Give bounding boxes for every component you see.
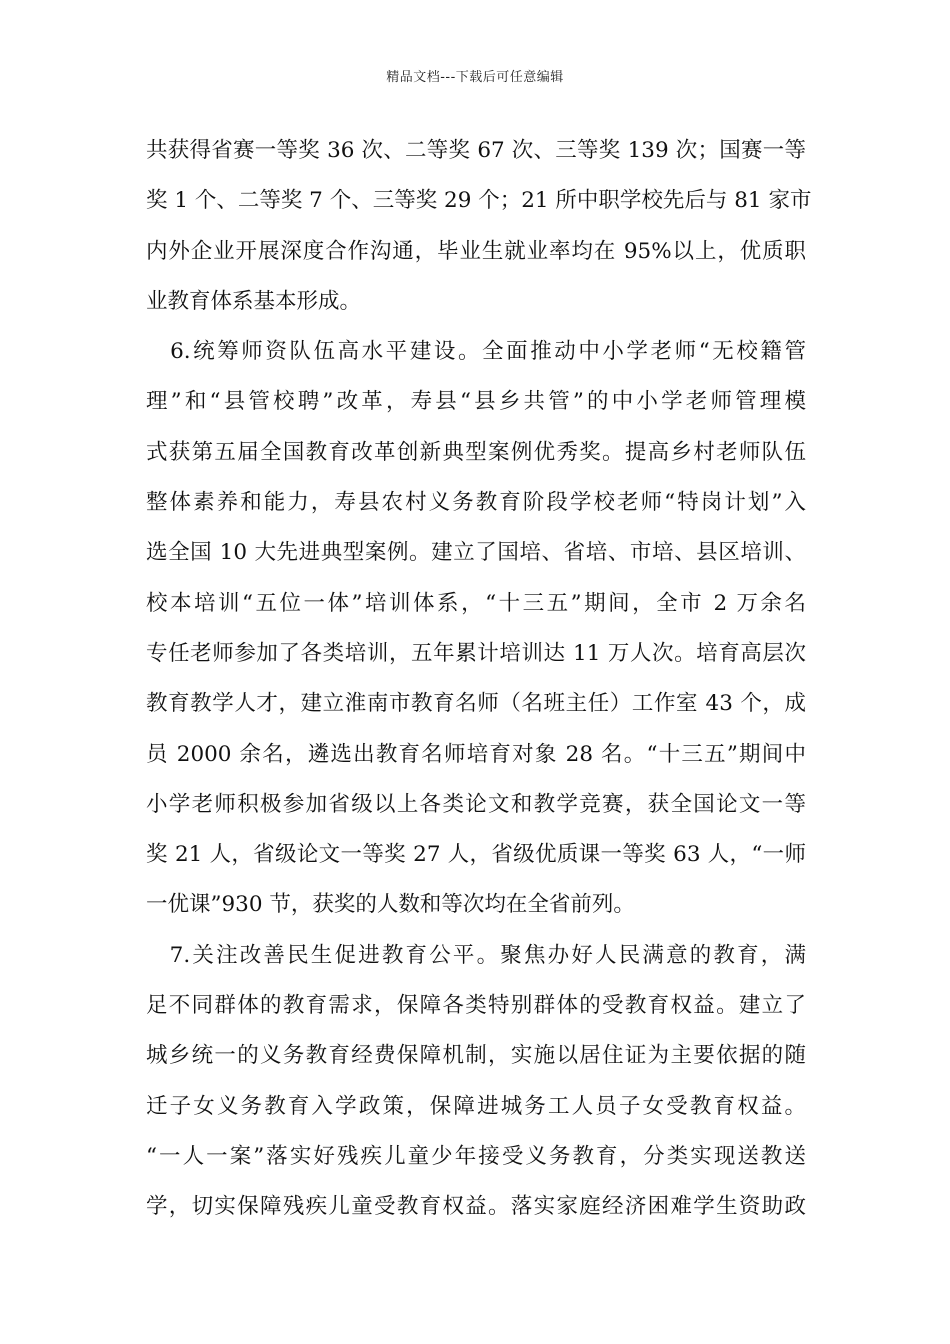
- text-line: 选全国 10 大先进典型案例。建立了国培、省培、市培、县区培训、: [146, 540, 806, 566]
- text-line: 式获第五届全国教育改革创新典型案例优秀奖。提高乡村老师队伍: [146, 439, 806, 465]
- text-line: 奖 1 个、二等奖 7 个、三等奖 29 个；21 所中职学校先后与 81 家市: [146, 188, 812, 214]
- text-line: 专任老师参加了各类培训，五年累计培训达 11 万人次。培育高层次: [146, 640, 806, 666]
- text-line: 内外企业开展深度合作沟通，毕业生就业率均在 95%以上，优质职: [146, 238, 806, 264]
- text-line: 足不同群体的教育需求，保障各类特别群体的受教育权益。建立了: [146, 993, 806, 1019]
- text-line: 6.统筹师资队伍高水平建设。全面推动中小学老师“无校籍管: [146, 339, 806, 365]
- text-line: 小学老师积极参加省级以上各类论文和教学竞赛，获全国论文一等: [146, 791, 806, 817]
- text-line: 迁子女义务教育入学政策，保障进城务工人员子女受教育权益。: [146, 1093, 806, 1119]
- text-line: 校本培训“五位一体”培训体系，“十三五”期间，全市 2 万余名: [146, 590, 806, 616]
- text-line: 业教育体系基本形成。: [146, 288, 362, 314]
- text-line: 共获得省赛一等奖 36 次、二等奖 67 次、三等奖 139 次；国赛一等: [146, 138, 806, 163]
- text-line: 整体素养和能力，寿县农村义务教育阶段学校老师“特岗计划”入: [146, 490, 806, 516]
- text-line: 一优课”930 节，获奖的人数和等次均在全省前列。: [146, 892, 635, 918]
- text-line: 理”和“县管校聘”改革，寿县“县乡共管”的中小学老师管理模: [146, 389, 806, 415]
- text-line: “一人一案”落实好残疾儿童少年接受义务教育，分类实现送教送: [146, 1143, 806, 1169]
- text-line: 7.关注改善民生促进教育公平。聚焦办好人民满意的教育，满: [146, 942, 806, 968]
- page-header: 精品文档---下载后可任意编辑: [386, 70, 564, 85]
- text-line: 教育教学人才，建立淮南市教育名师（名班主任）工作室 43 个，成: [146, 691, 806, 717]
- text-line: 奖 21 人，省级论文一等奖 27 人，省级优质课一等奖 63 人，“一师: [146, 842, 806, 868]
- text-line: 学，切实保障残疾儿童受教育权益。落实家庭经济困难学生资助政: [146, 1194, 806, 1220]
- text-line: 城乡统一的义务教育经费保障机制，实施以居住证为主要依据的随: [146, 1043, 806, 1069]
- document-body: [146, 126, 812, 1233]
- text-line: 员 2000 余名，遴选出教育名师培育对象 28 名。“十三五”期间中: [146, 741, 806, 767]
